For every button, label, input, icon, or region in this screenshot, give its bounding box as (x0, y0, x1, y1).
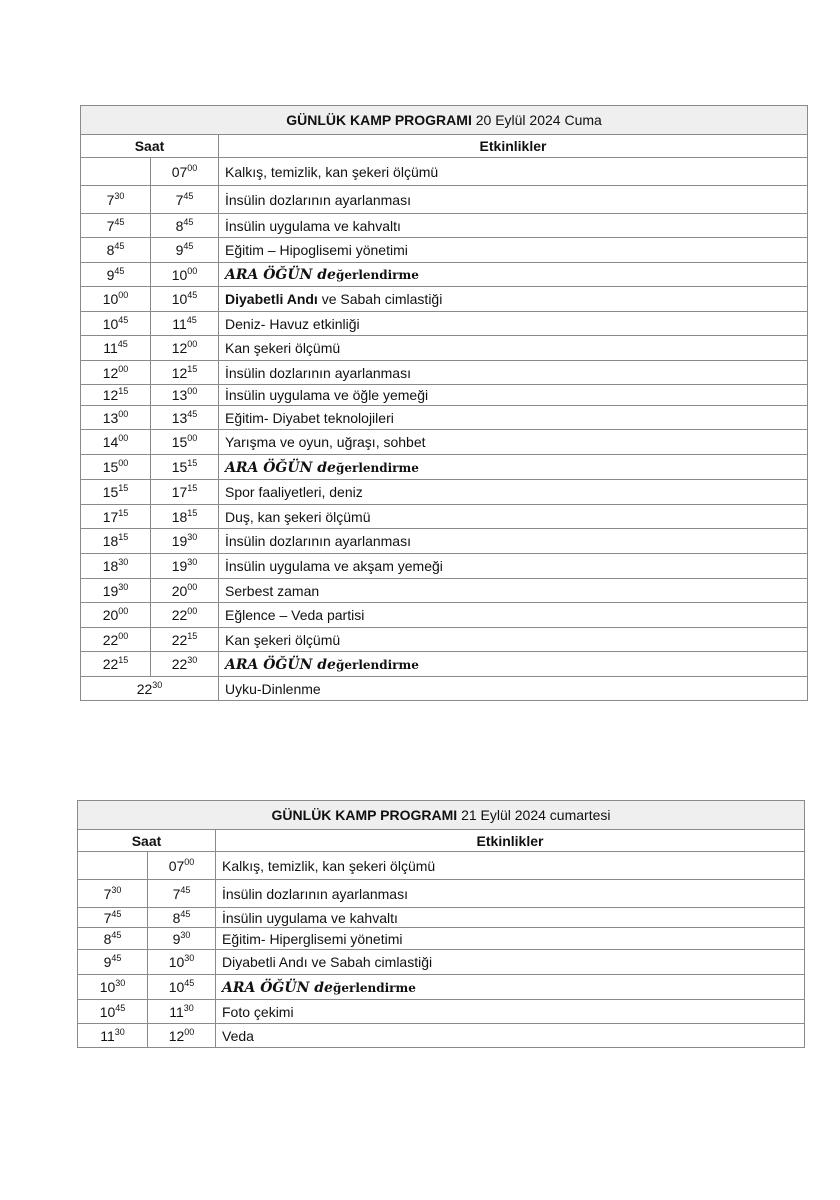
minute: 45 (183, 241, 194, 251)
activity-cell (216, 928, 805, 950)
minute: 15 (187, 363, 198, 374)
start-time (81, 214, 151, 238)
activity-script: ARA ÖĞÜN de (225, 656, 336, 673)
minute: 45 (114, 216, 125, 227)
hour: 11 (103, 340, 118, 356)
activity-text: Eğitim – Hipoglisemi yönetimi (225, 242, 408, 258)
activity-cell (216, 908, 805, 928)
activity-cell (216, 1024, 805, 1048)
end-time (151, 312, 219, 336)
hour: 22 (171, 656, 188, 672)
start-time (81, 312, 151, 336)
minute: 00 (187, 162, 198, 173)
schedule-row (81, 263, 808, 287)
minute: 15 (118, 507, 129, 518)
schedule-row (78, 880, 805, 908)
activity-snack (225, 657, 419, 673)
schedule-row (78, 928, 805, 950)
activity-cell (219, 652, 808, 677)
activity-rest: ğerlendirme (335, 268, 419, 282)
activity-text: Foto çekimi (222, 1003, 294, 1020)
hour: 22 (171, 631, 188, 648)
hour: 12 (171, 340, 188, 356)
activity-cell (216, 880, 805, 908)
hour: 11 (100, 1027, 115, 1044)
schedule-row (78, 852, 805, 880)
minute: 00 (118, 630, 129, 641)
start-time (81, 361, 151, 385)
start-time (81, 406, 151, 430)
schedule-row (81, 455, 808, 480)
start-time (78, 880, 148, 908)
start-time (78, 908, 148, 928)
activity-cell (219, 238, 808, 263)
activity-rest: ğerlendirme (335, 657, 419, 672)
minute: 45 (111, 929, 122, 940)
schedule-row (81, 406, 808, 430)
activity-cell (219, 579, 808, 603)
hour: 15 (102, 459, 119, 475)
minute: 00 (118, 433, 129, 443)
activity-text: Kan şekeri ölçümü (225, 631, 341, 648)
activity-snack (222, 980, 416, 996)
single-time (81, 677, 219, 701)
header-saat: Saat (78, 830, 216, 852)
hour: 19 (171, 533, 188, 549)
start-time (81, 579, 151, 603)
activity-cell (219, 603, 808, 628)
minute: 30 (187, 557, 198, 567)
end-time (151, 628, 219, 652)
start-time (78, 975, 148, 1000)
hour: 10 (102, 315, 119, 332)
activity-text: Duş, kan şekeri ölçümü (225, 508, 371, 525)
activity-text: Yarışma ve oyun, uğraşı, sohbet (225, 434, 426, 450)
minute: 30 (111, 884, 122, 895)
start-time (81, 652, 151, 677)
minute: 30 (183, 1002, 194, 1013)
minute: 30 (114, 190, 125, 201)
activity-script: ARA ÖĞÜN de (225, 459, 336, 476)
minute: 45 (115, 1002, 126, 1013)
start-time (78, 852, 148, 880)
end-time (151, 336, 219, 361)
hour: 13 (171, 387, 188, 403)
hour: 9 (172, 930, 181, 947)
minute: 45 (114, 241, 125, 251)
hour: 10 (168, 954, 185, 970)
hour: 8 (106, 242, 115, 258)
end-time (151, 385, 219, 406)
hour: 9 (175, 242, 184, 258)
schedule-row (81, 158, 808, 186)
hour: 20 (102, 607, 119, 623)
activity-cell (219, 505, 808, 529)
schedule-row (81, 652, 808, 677)
start-time (81, 603, 151, 628)
minute: 45 (111, 908, 122, 919)
end-time (151, 430, 219, 455)
minute: 00 (184, 856, 195, 867)
title-date: 21 Eylül 2024 cumartesi (461, 807, 611, 823)
schedule-row (78, 975, 805, 1000)
hour: 12 (102, 364, 119, 381)
program-table-day1 (80, 105, 808, 701)
minute: 45 (117, 339, 128, 349)
minute: 45 (180, 908, 191, 919)
minute: 15 (187, 630, 198, 641)
activity-cell (216, 975, 805, 1000)
activity-cell (219, 455, 808, 480)
schedule-row (81, 603, 808, 628)
hour: 10 (102, 291, 119, 307)
activity-snack (225, 267, 419, 283)
end-time (148, 852, 216, 880)
activity-text: Eğlence – Veda partisi (225, 607, 365, 623)
activity-cell (219, 677, 808, 701)
minute: 45 (187, 290, 198, 300)
hour: 22 (171, 607, 188, 623)
hour: 7 (103, 909, 112, 926)
end-time (148, 908, 216, 928)
end-time (151, 505, 219, 529)
hour: 8 (172, 909, 181, 926)
start-time (81, 186, 151, 214)
end-time (148, 975, 216, 1000)
end-time (151, 455, 219, 480)
schedule-row (81, 312, 808, 336)
hour: 10 (99, 1003, 116, 1020)
hour: 7 (103, 885, 112, 902)
activity-text: Diyabetli Andı ve Sabah cimlastiği (222, 954, 433, 970)
start-time (81, 287, 151, 312)
start-time (81, 455, 151, 480)
minute: 00 (187, 606, 198, 616)
activity-cell (219, 336, 808, 361)
minute: 45 (118, 314, 129, 325)
minute: 30 (152, 679, 163, 690)
minute: 00 (187, 433, 198, 443)
hour: 9 (106, 266, 115, 283)
activity-text: Deniz- Havuz etkinliği (225, 315, 360, 332)
hour: 10 (171, 291, 188, 307)
start-time (78, 1024, 148, 1048)
table-title (81, 106, 808, 135)
end-time (148, 1000, 216, 1024)
minute: 45 (187, 408, 198, 419)
title-bold: GÜNLÜK KAMP PROGRAMI (271, 807, 458, 823)
end-time (151, 238, 219, 263)
minute: 45 (180, 884, 191, 895)
minute: 45 (184, 978, 195, 988)
minute: 00 (187, 581, 198, 592)
minute: 00 (118, 363, 129, 374)
minute: 00 (118, 458, 129, 468)
activity-text: Eğitim- Hiperglisemi yönetimi (222, 930, 403, 947)
activity-script: ARA ÖĞÜN de (222, 979, 333, 996)
minute: 45 (183, 190, 194, 201)
activity-cell (219, 287, 808, 312)
minute: 30 (184, 953, 195, 963)
hour: 18 (102, 533, 119, 549)
hour: 7 (175, 191, 184, 208)
schedule-row (81, 554, 808, 579)
hour: 10 (171, 266, 188, 283)
hour: 13 (102, 409, 119, 426)
activity-cell (219, 385, 808, 406)
start-time (81, 385, 151, 406)
activity-cell (219, 529, 808, 554)
end-time (151, 263, 219, 287)
start-time (81, 158, 151, 186)
hour: 11 (172, 315, 187, 332)
activity-text: Uyku-Dinlenme (225, 680, 321, 697)
minute: 45 (186, 314, 197, 325)
activity-text: Kan şekeri ölçümü (225, 340, 341, 356)
activity-text: İnsülin dozlarının ayarlanması (225, 364, 411, 381)
hour: 10 (99, 979, 116, 995)
activity-cell (219, 361, 808, 385)
activity-text: Kalkış, temizlik, kan şekeri ölçümü (225, 163, 439, 180)
end-time (151, 603, 219, 628)
hour: 8 (175, 217, 184, 234)
minute: 00 (118, 408, 129, 419)
header-etkinlikler: Etkinlikler (216, 830, 805, 852)
minute: 15 (187, 458, 198, 468)
hour: 22 (102, 631, 119, 648)
schedule-row (81, 480, 808, 505)
activity-cell (219, 186, 808, 214)
hour: 19 (102, 582, 119, 599)
start-time (81, 554, 151, 579)
activity-rest: ğerlendirme (332, 980, 416, 995)
minute: 30 (114, 1026, 125, 1037)
start-time (78, 928, 148, 950)
activity-bold: Diyabetli Andı (225, 291, 318, 307)
activity-text: İnsülin uygulama ve kahvaltı (222, 909, 398, 926)
schedule-row (81, 430, 808, 455)
end-time (151, 652, 219, 677)
activity-script: ARA ÖĞÜN de (225, 267, 336, 283)
hour: 13 (171, 409, 188, 426)
activity-cell (219, 480, 808, 505)
start-time (81, 628, 151, 652)
title-bold: GÜNLÜK KAMP PROGRAMI (286, 112, 472, 128)
activity-cell (219, 312, 808, 336)
start-time (81, 238, 151, 263)
hour: 19 (171, 558, 188, 574)
schedule-row (78, 1024, 805, 1048)
hour: 11 (169, 1003, 184, 1020)
end-time (148, 928, 216, 950)
activity-text: İnsülin dozlarının ayarlanması (225, 191, 411, 208)
schedule-row (81, 186, 808, 214)
minute: 30 (115, 978, 126, 988)
activity-text: İnsülin uygulama ve öğle yemeği (225, 387, 429, 403)
schedule-row (78, 908, 805, 928)
activity-snack (225, 460, 419, 476)
end-time (151, 579, 219, 603)
activity-rest: ve Sabah cimlastiği (317, 291, 443, 307)
minute: 30 (118, 581, 129, 592)
activity-cell (219, 263, 808, 287)
activity-text: Spor faaliyetleri, deniz (225, 484, 363, 500)
program-table-day2 (77, 800, 805, 1048)
start-time (81, 336, 151, 361)
hour: 17 (102, 508, 119, 525)
end-time (151, 480, 219, 505)
hour: 12 (102, 387, 119, 403)
hour: 15 (102, 484, 119, 500)
end-time (151, 287, 219, 312)
schedule-row (81, 529, 808, 554)
end-time (148, 880, 216, 908)
minute: 15 (187, 483, 198, 493)
activity-cell (216, 950, 805, 975)
end-time (151, 554, 219, 579)
minute: 45 (111, 953, 122, 963)
hour: 7 (172, 885, 181, 902)
end-time (151, 406, 219, 430)
start-time (78, 950, 148, 975)
header-saat: Saat (81, 135, 219, 158)
minute: 00 (118, 290, 129, 300)
hour: 15 (171, 434, 188, 450)
hour: 7 (106, 217, 115, 234)
hour: 8 (103, 930, 112, 947)
end-time (151, 214, 219, 238)
minute: 15 (118, 655, 129, 665)
activity-text: Kalkış, temizlik, kan şekeri ölçümü (222, 857, 436, 874)
minute: 00 (118, 606, 129, 616)
activity-cell (216, 852, 805, 880)
minute: 30 (187, 655, 198, 665)
schedule-row (81, 579, 808, 603)
minute: 15 (118, 532, 129, 542)
minute: 00 (187, 265, 198, 276)
schedule-row (81, 238, 808, 263)
activity-text: Veda (222, 1027, 254, 1044)
activity-cell (219, 214, 808, 238)
activity-text: İnsülin uygulama ve kahvaltı (225, 217, 401, 234)
hour: 15 (171, 459, 188, 475)
schedule-row (78, 1000, 805, 1024)
activity-cell (219, 158, 808, 186)
hour: 7 (106, 191, 115, 208)
end-time (148, 950, 216, 975)
schedule-row (81, 214, 808, 238)
activity-cell (219, 628, 808, 652)
activity-text: Serbest zaman (225, 582, 320, 599)
start-time (81, 480, 151, 505)
schedule-row (81, 287, 808, 312)
schedule-row (81, 677, 808, 701)
hour: 18 (102, 558, 119, 574)
hour: 12 (168, 1027, 185, 1044)
hour: 22 (136, 680, 153, 697)
minute: 15 (118, 386, 129, 396)
activity-text: İnsülin dozlarının ayarlanması (222, 885, 408, 902)
schedule-row (81, 361, 808, 385)
hour: 9 (103, 954, 112, 970)
end-time (151, 529, 219, 554)
activity-text: Eğitim- Diyabet teknolojileri (225, 409, 394, 426)
hour: 18 (171, 508, 188, 525)
minute: 30 (118, 557, 129, 567)
start-time (78, 1000, 148, 1024)
start-time (81, 529, 151, 554)
activity-cell (219, 554, 808, 579)
activity-text: İnsülin dozlarının ayarlanması (225, 533, 411, 549)
minute: 00 (187, 339, 198, 349)
schedule-row (81, 336, 808, 361)
minute: 00 (184, 1026, 195, 1037)
hour: 14 (102, 434, 119, 450)
minute: 30 (187, 532, 198, 542)
hour: 20 (171, 582, 188, 599)
activity-cell (216, 1000, 805, 1024)
schedule-row (81, 385, 808, 406)
activity-text: İnsülin uygulama ve akşam yemeği (225, 558, 443, 574)
minute: 45 (183, 216, 194, 227)
activity-cell (219, 430, 808, 455)
end-time (148, 1024, 216, 1048)
start-time (81, 505, 151, 529)
title-date: 20 Eylül 2024 Cuma (475, 112, 602, 128)
end-time (151, 361, 219, 385)
header-etkinlikler: Etkinlikler (219, 135, 808, 158)
hour: 07 (171, 163, 188, 180)
hour: 17 (171, 484, 188, 500)
end-time (151, 186, 219, 214)
minute: 45 (114, 265, 125, 276)
schedule-row (78, 950, 805, 975)
activity-rest: ğerlendirme (335, 460, 419, 475)
end-time (151, 158, 219, 186)
hour: 22 (102, 656, 119, 672)
activity-cell (219, 406, 808, 430)
hour: 07 (168, 857, 185, 874)
start-time (81, 430, 151, 455)
minute: 15 (118, 483, 129, 493)
minute: 15 (187, 507, 198, 518)
hour: 12 (171, 364, 188, 381)
table-title (78, 801, 805, 830)
minute: 30 (180, 929, 191, 940)
schedule-row (81, 628, 808, 652)
start-time (81, 263, 151, 287)
hour: 10 (168, 979, 185, 995)
schedule-row (81, 505, 808, 529)
minute: 00 (187, 386, 198, 396)
